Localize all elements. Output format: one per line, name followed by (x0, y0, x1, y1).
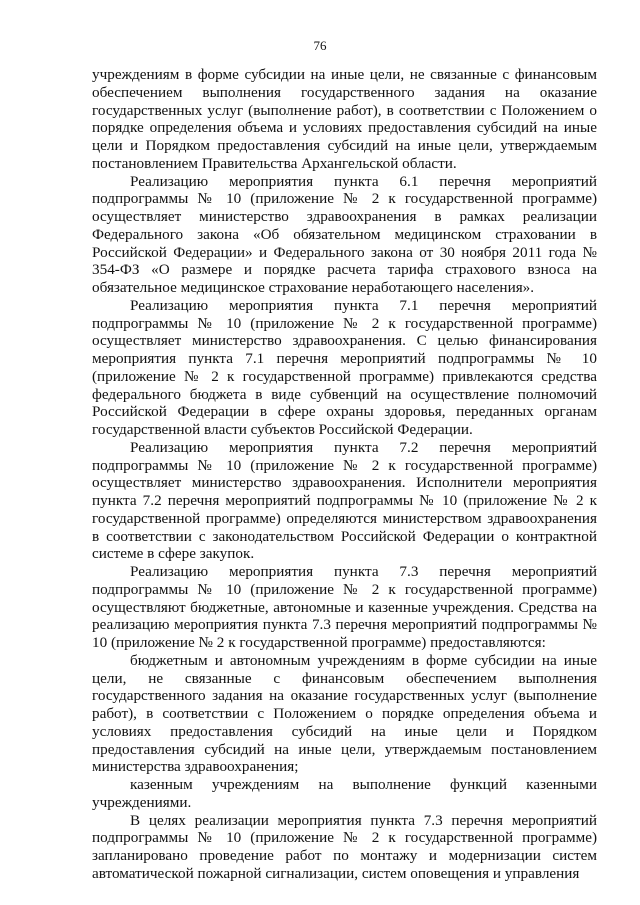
paragraph-4: Реализацию мероприятия пункта 7.2 перечня мероприятий подпрограммы № 10 (приложение № 2 к государственной программе) осуществляет министерство здравоохранения. Исполнители мероприятия пункта 7.2 перечня мероприятий подпрограммы № 10 (приложение № 2 к государственной программе) определяются министерством здравоохранения в соответствии с законодательством Российской Федерации о контрактной системе в сфере закупок. (92, 438, 597, 563)
paragraph-1: учреждениям в форме субсидии на иные цели, не связанные с финансовым обеспечением выполнения государственного задания на оказание государственных услуг (выполнение работ), в соответствии с Положением о порядке определения объема и условиях предоставления субсидий на иные цели и Порядком предоставления субсидий на иные цели, утверждаемым постановлением Правительства Архангельской области. (92, 66, 597, 172)
paragraph-5: Реализацию мероприятия пункта 7.3 перечня мероприятий подпрограммы № 10 (приложение № 2 к государственной программе) осуществляют бюджетные, автономные и казенные учреждения. Средства на реализацию мероприятия пункта 7.3 перечня мероприятий подпрограммы № 10 (приложение № 2 к государственной программе) предоставляются: (92, 563, 597, 651)
page-number: 76 (313, 38, 327, 53)
paragraph-7: казенным учреждениям на выполнение функций казенными учреждениями. (92, 776, 597, 811)
paragraph-2: Реализацию мероприятия пункта 6.1 перечня мероприятий подпрограммы № 10 (приложение № 2 к государственной программе) осуществляет министерство здравоохранения в рамках реализации Федерального закона «Об обязательном медицинском страховании в Российской Федерации» и Федерального закона от 30 ноября 2011 года № 354-ФЗ «О размере и порядке расчета тарифа страхового взноса на обязательное медицинское страхование неработающего населения». (92, 172, 597, 296)
paragraph-3: Реализацию мероприятия пункта 7.1 перечня мероприятий подпрограммы № 10 (приложение № 2 к государственной программе) осуществляет министерство здравоохранения. С целью финансирования мероприятия пункта 7.1 перечня мероприятий подпрограммы № 10 (приложение № 2 к государственной программе) привлекаются средства федерального бюджета в виде субвенций на осуществление полномочий Российской Федерации в сфере охраны здоровья, переданных органам государственной власти субъектов Российской Федерации. (92, 296, 597, 438)
paragraph-8: В целях реализации мероприятия пункта 7.3 перечня мероприятий подпрограммы № 10 (приложение № 2 к государственной программе) запланировано проведение работ по монтажу и модернизации систем автоматической пожарной сигнализации, систем оповещения и управления (92, 811, 597, 882)
paragraph-6: бюджетным и автономным учреждениям в форме субсидии на иные цели, не связанные с финансовым обеспечением выполнения государственного задания на оказание государственных услуг (выполнение работ), в соответствии с Положением о порядке определения объема и условиях предоставления субсидий на иные цели и Порядком предоставления субсидий на иные цели, утверждаемым постановлением министерства здравоохранения; (92, 651, 597, 776)
document-body (92, 66, 597, 883)
